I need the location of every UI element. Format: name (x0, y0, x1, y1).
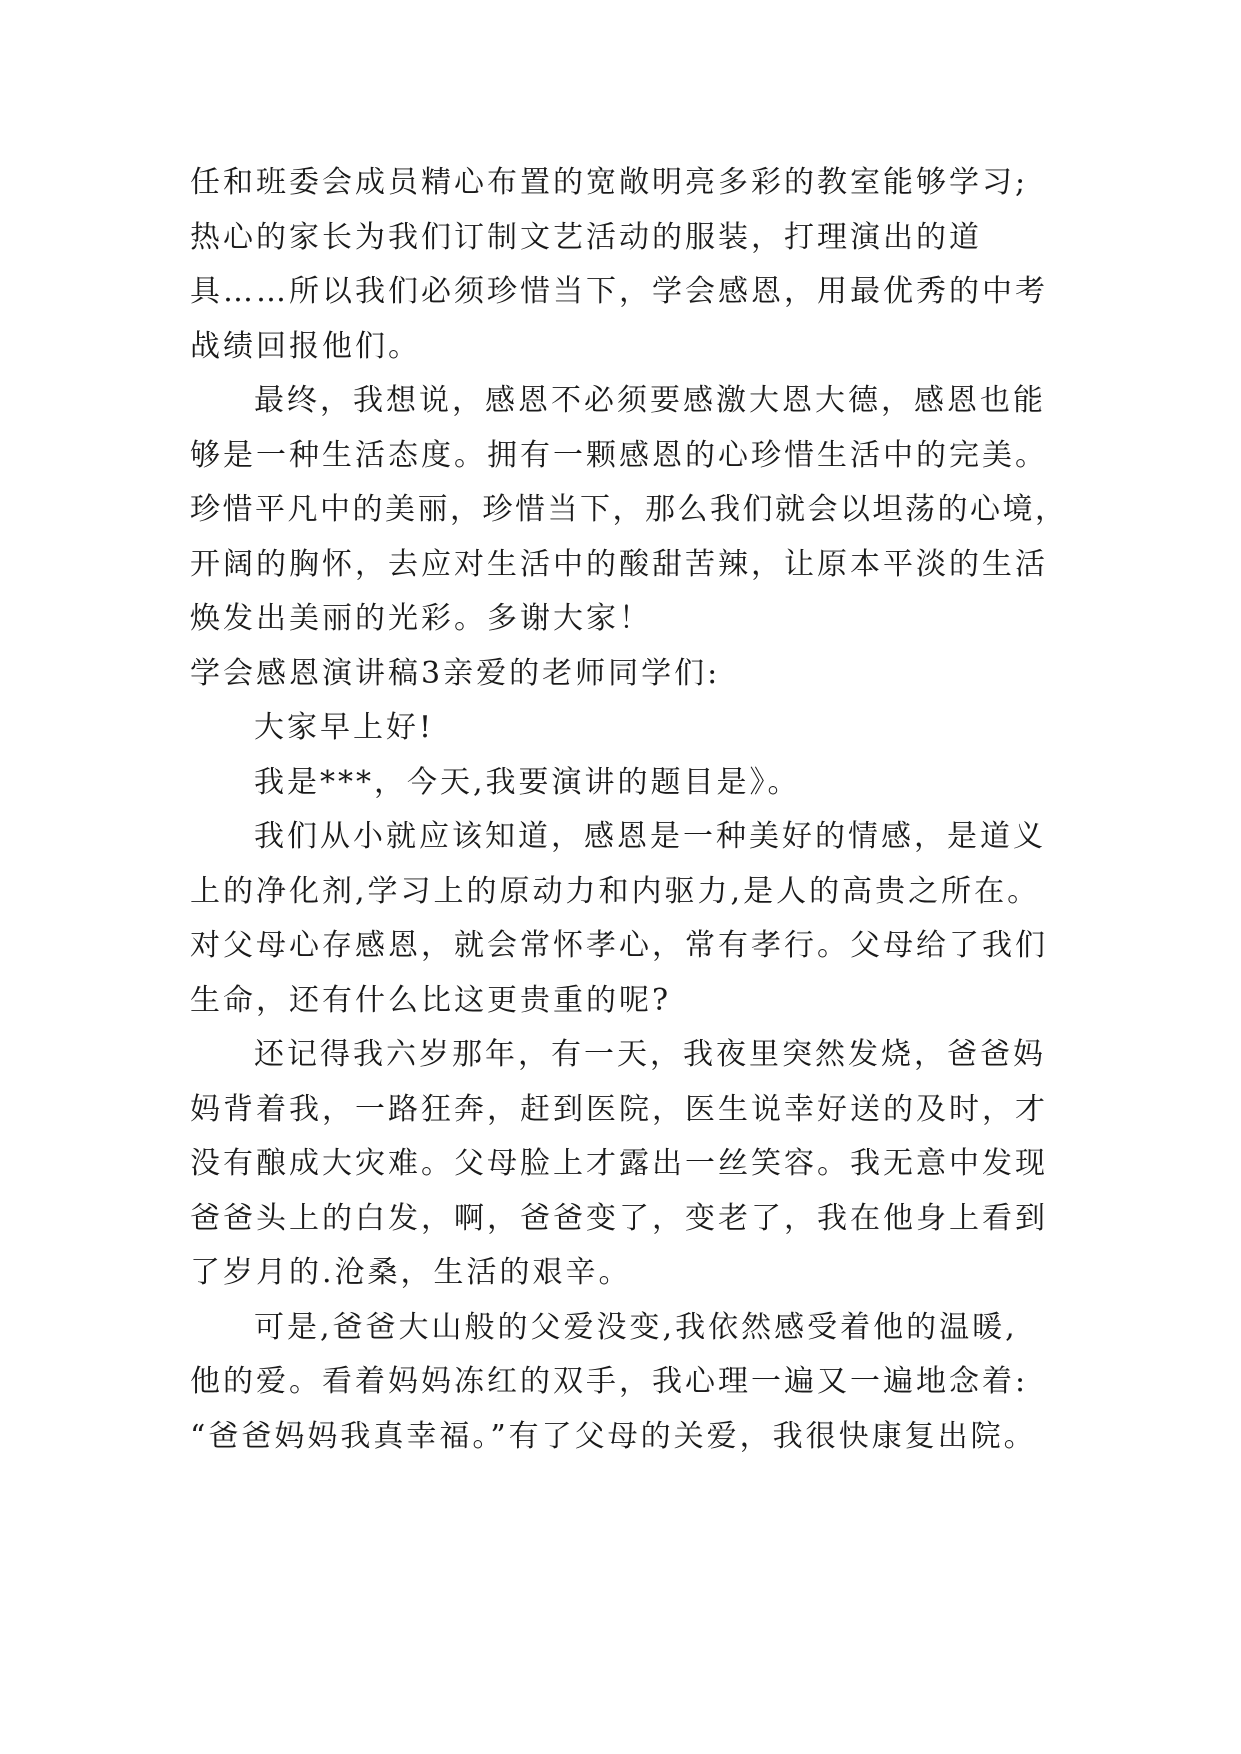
paragraph (190, 810, 1070, 1028)
text-line: 焕发出美丽的光彩。多谢大家！ (190, 601, 652, 636)
text-line: 爸爸头上的白发，啊，爸爸变了，变老了，我在他身上看到 (190, 1200, 1048, 1236)
paragraph (190, 1028, 1070, 1301)
text-line: 够是一种生活态度。拥有一颗感恩的心珍惜生活中的完美。 (190, 437, 1048, 473)
paragraph (190, 374, 1070, 647)
text-line: 热心的家长为我们订制文艺活动的服装，打理演出的道 (190, 219, 982, 255)
paragraph (190, 701, 1070, 756)
text-line: 生命，还有什么比这更贵重的呢? (190, 982, 672, 1018)
text-line: 我是***，今天,我要演讲的题目是》。 (254, 764, 801, 800)
text-line: “爸爸妈妈我真幸福。”有了父母的关爱，我很快康复出院。 (190, 1418, 1037, 1454)
paragraph (190, 156, 1070, 374)
text-line: 对父母心存感恩，就会常怀孝心，常有孝行。父母给了我们 (190, 928, 1048, 963)
text-line: 大家早上好! (254, 710, 435, 745)
text-line: 具……所以我们必须珍惜当下，学会感恩，用最优秀的中考 (190, 274, 1048, 309)
text-line: 战绩回报他们。 (190, 328, 421, 364)
text-line: 最终，我想说，感恩不必须要感激大恩大德，感恩也能 (254, 383, 1046, 418)
paragraph (190, 756, 1070, 811)
text-line: 没有酿成大灾难。父母脸上才露出一丝笑容。我无意中发现 (190, 1146, 1048, 1181)
text-line: 可是,爸爸大山般的父爱没变,我依然感受着他的温暖, (254, 1309, 1018, 1345)
text-line: 开阔的胸怀，去应对生活中的酸甜苦辣，让原本平淡的生活 (190, 546, 1048, 582)
text-line: 他的爱。看着妈妈冻红的双手，我心理一遍又一遍地念着: (190, 1364, 1029, 1399)
paragraph (190, 647, 1070, 702)
text-line: 学会感恩演讲稿3亲爱的老师同学们: (190, 655, 721, 691)
paragraph (190, 1301, 1070, 1465)
text-line: 我们从小就应该知道，感恩是一种美好的情感，是道义 (254, 819, 1046, 854)
text-line: 妈背着我，一路狂奔，赶到医院，医生说幸好送的及时，才 (190, 1091, 1048, 1127)
text-line: 上的净化剂,学习上的原动力和内驱力,是人的高贵之所在。 (190, 873, 1041, 909)
text-line: 还记得我六岁那年，有一天，我夜里突然发烧，爸爸妈 (254, 1037, 1046, 1072)
document-body (190, 156, 1070, 1464)
text-line: 了岁月的.沧桑，生活的艰辛。 (190, 1255, 632, 1290)
text-line: 任和班委会成员精心布置的宽敞明亮多彩的教室能够学习; (190, 165, 1029, 200)
text-line: 珍惜平凡中的美丽，珍惜当下，那么我们就会以坦荡的心境， (190, 492, 1068, 527)
